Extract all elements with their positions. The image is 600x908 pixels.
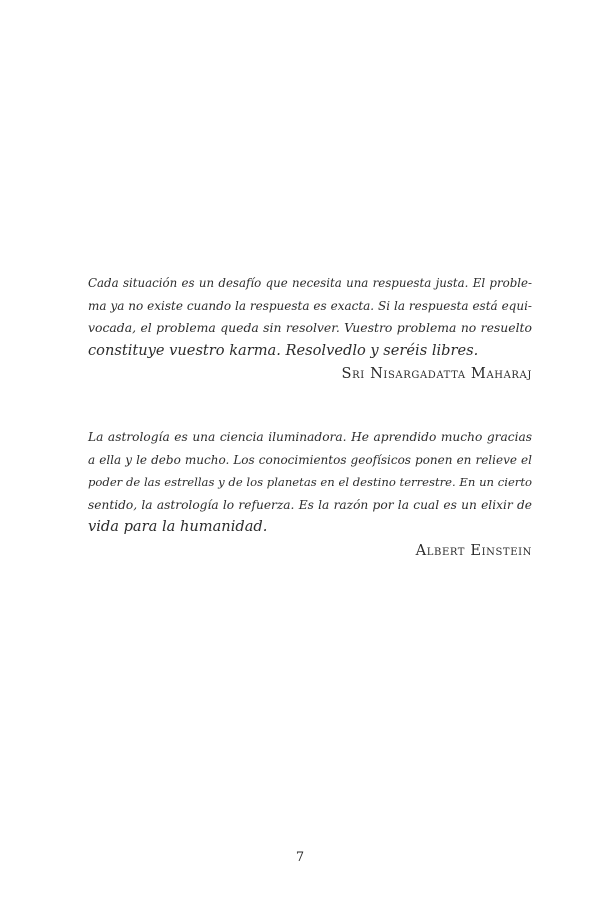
- quote-line: poder de las estrellas y de los planetas en el destino terrestre. En un cierto: [88, 475, 532, 489]
- quote-line: ma ya no existe cuando la respuesta es exacta. Si la respuesta está equi-: [88, 298, 532, 313]
- quote-maharaj: [88, 272, 532, 386]
- quote-line: La astrología es una ciencia iluminadora. He aprendido mucho gracias: [88, 430, 532, 444]
- page-number: 7: [295, 850, 305, 865]
- quote-line: constituye vuestro karma. Resolvedlo y seréis libres.: [88, 341, 479, 359]
- quote-line: vida para la humanidad.: [88, 518, 268, 535]
- quote-line: Cada situación es un desafío que necesita una respuesta justa. El proble-: [88, 276, 532, 290]
- quote-line: a ella y le debo mucho. Los conocimientos geofísicos ponen en relieve el: [88, 452, 532, 467]
- quote-einstein: [88, 426, 532, 562]
- quote-line: vocada, el problema queda sin resolver. Vuestro problema no resuelto: [88, 320, 532, 335]
- quote-line: sentido, la astrología lo refuerza. Es la razón por la cual es un elixir de: [88, 497, 532, 512]
- quote-author: Sri Nisargadatta Maharaj: [341, 365, 532, 382]
- quote-author: Albert Einstein: [415, 541, 532, 559]
